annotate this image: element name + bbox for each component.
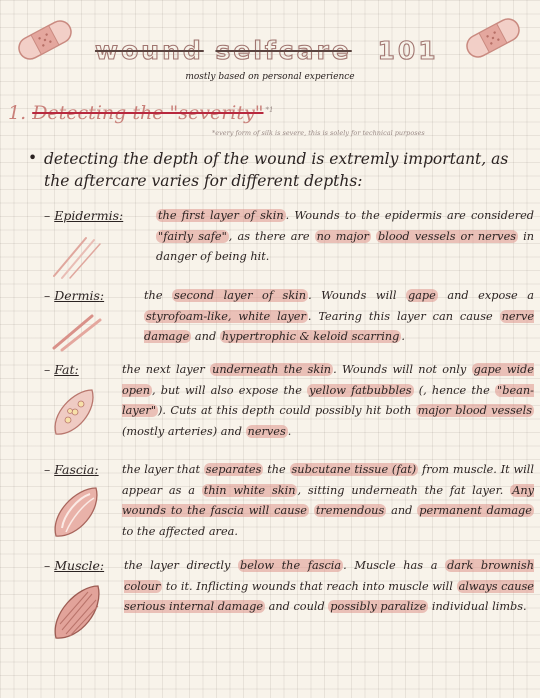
- definition-text: , but will also expose the: [152, 383, 308, 397]
- definition-text: from muscle. It will appear as a: [122, 463, 534, 497]
- highlighted-phrase: yellow fatbubbles: [309, 383, 412, 397]
- bandage-icon-right: [462, 16, 524, 60]
- layer-term: Muscle: [54, 558, 100, 573]
- footnote: *every form of silk is severe, this is solely for technical purposes: [212, 129, 425, 137]
- definition-text: ). Cuts at this depth could possibly hit both: [158, 404, 416, 417]
- page-subtitle: mostly based on personal experience: [185, 72, 355, 82]
- page-title: [95, 36, 439, 65]
- definition-text: the next layer: [122, 363, 211, 376]
- section-number: 1.: [8, 102, 27, 124]
- highlighted-phrase: dark brownish colour: [124, 559, 534, 593]
- definition-text: to the affected area.: [122, 524, 238, 538]
- fat-sketch-icon: [48, 384, 100, 442]
- muscle-sketch-icon: [48, 580, 106, 646]
- definition-text: the layer directly: [124, 559, 238, 572]
- layer-entry-fascia: – Fascia: the layer that separates the subcutane tissue (fat) from muscle. It will appear as a thin white skin , sitting underneath the fat layer. Any wounds to the fascia will cause tremendous and permanent damage to the affected area.: [44, 460, 534, 542]
- fascia-sketch-icon: [48, 482, 104, 544]
- definition-text: . Wounds to the epidermis are considered: [285, 209, 535, 222]
- highlighted-phrase: separates: [205, 463, 262, 476]
- highlighted-phrase: styrofoam-like, white layer: [146, 309, 306, 323]
- definition-text: to it. Inflicting wounds that reach into muscle will: [162, 579, 457, 593]
- highlighted-phrase: major blood vessels: [417, 404, 532, 417]
- definition-text: . Wounds will not only: [333, 363, 472, 376]
- title-word-1: wound: [95, 36, 204, 65]
- definition-text: , as there are: [228, 229, 315, 243]
- bullet-dot: •: [28, 149, 38, 167]
- highlighted-phrase: nerves: [247, 424, 286, 438]
- definition-text: and could: [265, 600, 329, 613]
- layer-term: Epidermis: [54, 208, 119, 223]
- definition-text: .: [401, 330, 405, 343]
- definition-text: individual limbs.: [428, 600, 527, 613]
- definition-text: , sitting underneath the fat layer.: [297, 483, 511, 497]
- definition-text: (mostly arteries) and: [122, 424, 246, 438]
- definition-text: the layer that: [122, 463, 204, 476]
- section-heading: [8, 102, 273, 124]
- highlighted-phrase: "bean-layer": [122, 383, 534, 417]
- title-number: 101: [377, 36, 439, 65]
- layer-entry-epidermis: – Epidermis: the first layer of skin . Wounds to the epidermis are considered "fairly safe" , as there are no major blood vessels or nerves in danger of being hit.: [44, 206, 534, 268]
- highlighted-phrase: thin white skin: [203, 483, 296, 497]
- highlighted-phrase: tremendous: [315, 504, 385, 517]
- epidermis-sketch-icon: [48, 232, 108, 280]
- footnote-marker: *1: [265, 105, 274, 114]
- highlighted-phrase: second layer of skin: [174, 289, 307, 302]
- highlighted-phrase: below the fascia: [240, 559, 342, 572]
- layer-entry-fat: – Fat: the next layer underneath the skin . Wounds will not only gape wide open , but will also expose the yellow fatbubbles (, hence the "bean-layer" ). Cuts at this depth could possibly hit both major blood vessels (mostly arteries) and nerves .: [44, 360, 534, 442]
- highlighted-phrase: nerve damage: [144, 309, 535, 343]
- layer-term: Dermis: [54, 288, 100, 303]
- highlighted-phrase: gape: [407, 289, 436, 302]
- highlighted-phrase: subcutane tissue (fat): [291, 463, 417, 476]
- highlighted-phrase: no major: [316, 229, 369, 243]
- definition-text: . Tearing this layer can cause: [307, 309, 500, 323]
- title-word-2: selfcare: [215, 36, 352, 65]
- highlighted-phrase: possibly paralize: [330, 600, 427, 613]
- definition-text: . Wounds will: [308, 289, 406, 302]
- highlighted-phrase: hypertrophic & keloid scarring: [221, 330, 400, 343]
- definition-text: the: [263, 463, 290, 476]
- definition-text: . Muscle has a: [343, 559, 446, 572]
- definition-text: and: [191, 330, 220, 343]
- highlighted-phrase: blood vessels or nerves: [377, 229, 517, 243]
- highlighted-phrase: permanent damage: [419, 504, 532, 517]
- intro-text: detecting the depth of the wound is extremly important, as the aftercare varies for different depths:: [44, 150, 509, 190]
- section-title: Detecting the "severity": [32, 102, 264, 124]
- layer-entry-dermis: – Dermis: the second layer of skin . Wounds will gape and expose a styrofoam-like, white layer . Tearing this layer can cause nerve damage and hypertrophic & keloid scarring .: [44, 286, 534, 348]
- definition-text: the: [144, 289, 173, 302]
- highlighted-phrase: Any wounds to the fascia will cause: [122, 483, 535, 517]
- definition-text: (, hence the: [413, 383, 496, 397]
- bandage-icon-left: [14, 18, 76, 62]
- highlighted-phrase: the first layer of skin: [158, 209, 284, 222]
- layer-term: Fat: [54, 362, 75, 377]
- intro-bullet: [28, 148, 528, 192]
- highlighted-phrase: underneath the skin: [212, 363, 332, 376]
- highlighted-phrase: always cause serious internal damage: [124, 579, 534, 613]
- definition-text: and expose a: [437, 289, 534, 302]
- layer-term: Fascia: [54, 462, 95, 477]
- highlighted-phrase: "fairly safe": [158, 229, 227, 243]
- definition-text: .: [287, 424, 292, 438]
- highlighted-phrase: gape wide open: [122, 363, 534, 397]
- dermis-sketch-icon: [48, 312, 108, 352]
- definition-text: in danger of being hit.: [156, 229, 535, 263]
- layer-entry-muscle: – Muscle: the layer directly below the fascia . Muscle has a dark brownish colour to it. Inflicting wounds that reach into muscle will always cause serious internal damage and could possibly paralize individual limbs.: [44, 556, 534, 618]
- definition-text: and: [386, 504, 418, 517]
